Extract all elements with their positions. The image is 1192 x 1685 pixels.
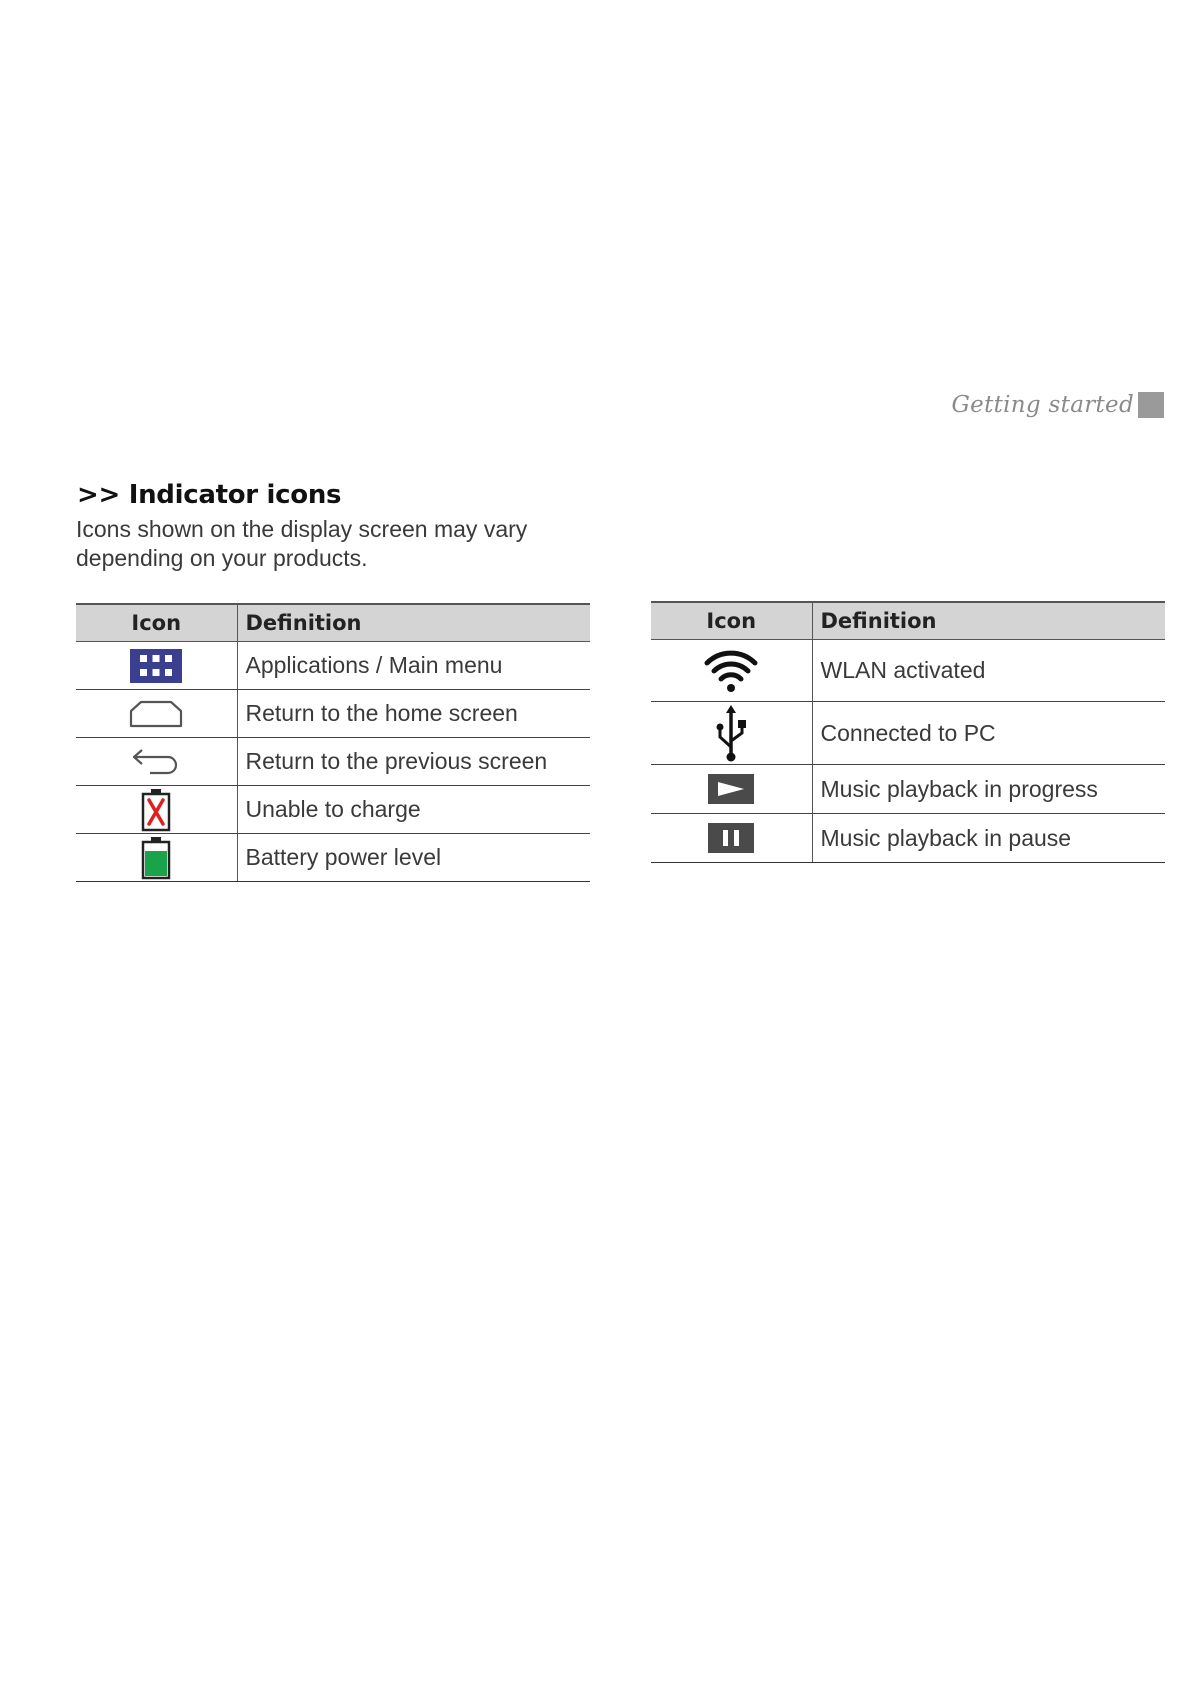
- row-definition: WLAN activated: [812, 640, 1165, 702]
- table-row: [76, 786, 590, 834]
- table-row: [76, 690, 590, 738]
- table-row: [651, 765, 1165, 814]
- back-arrow-icon: [130, 747, 182, 777]
- section-heading: >> Indicator icons: [77, 480, 342, 510]
- table-header-row: [76, 604, 590, 642]
- play-icon: [708, 774, 754, 804]
- row-definition: Unable to charge: [237, 786, 590, 834]
- table-row: [651, 814, 1165, 863]
- table-row: [76, 738, 590, 786]
- running-header: [951, 392, 1164, 418]
- table-row: [76, 834, 590, 882]
- table-header-row: [651, 602, 1165, 640]
- table-row: [76, 642, 590, 690]
- intro-text: Icons shown on the display screen may vary depending on your products.: [76, 516, 528, 571]
- table-row: [651, 702, 1165, 765]
- chapter-title: Getting started: [951, 392, 1134, 418]
- page-tab-marker: [1138, 392, 1164, 418]
- indicator-table-left: [76, 603, 590, 882]
- column-header-definition: Definition: [237, 604, 590, 642]
- row-definition: Return to the home screen: [237, 690, 590, 738]
- home-icon: [128, 699, 184, 729]
- battery-level-icon: [140, 836, 172, 880]
- row-definition: Battery power level: [237, 834, 590, 882]
- row-definition: Music playback in progress: [812, 765, 1165, 814]
- usb-icon: [711, 703, 751, 763]
- row-definition: Connected to PC: [812, 702, 1165, 765]
- column-header-definition: Definition: [812, 602, 1165, 640]
- row-definition: Return to the previous screen: [237, 738, 590, 786]
- battery-error-icon: [140, 788, 172, 832]
- wifi-icon: [704, 649, 758, 693]
- pause-icon: [708, 823, 754, 853]
- column-header-icon: Icon: [651, 602, 812, 640]
- row-definition: Music playback in pause: [812, 814, 1165, 863]
- indicator-table-right: [651, 601, 1165, 863]
- row-definition: Applications / Main menu: [237, 642, 590, 690]
- table-row: [651, 640, 1165, 702]
- apps-grid-icon: [130, 649, 182, 683]
- column-header-icon: Icon: [76, 604, 237, 642]
